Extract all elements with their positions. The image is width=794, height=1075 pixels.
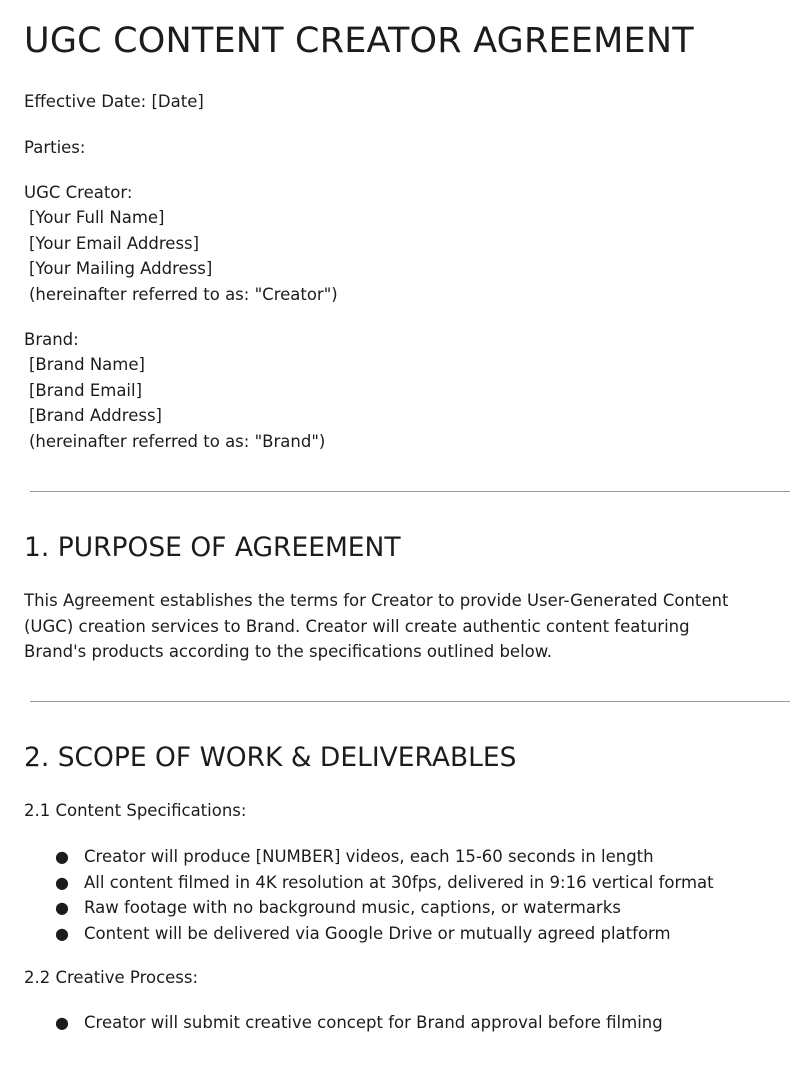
list-item-text: Creator will submit creative concept for Brand approval before filming [84,1013,663,1032]
brand-address: [Brand Address] [29,406,162,425]
creator-mailing-address: [Your Mailing Address] [29,259,213,278]
brand-label: Brand: [24,330,79,349]
bullet-icon: ● [55,923,69,943]
bullet-icon: ● [55,898,69,917]
list-item-text: Raw footage with no background music, captions, or watermarks [84,898,621,917]
effective-date: Effective Date: [Date] [24,92,204,111]
section-divider [30,491,790,492]
creator-label: UGC Creator: [24,183,133,202]
section-1-paragraph-line: (UGC) creation services to Brand. Creator will create authentic content featuring [24,617,690,636]
list-item-text: Creator will produce [NUMBER] videos, each 15-60 seconds in length [84,847,654,866]
bullet-icon: ● [55,847,69,866]
creator-reference: (hereinafter referred to as: "Creator") [29,285,338,304]
brand-reference: (hereinafter referred to as: "Brand") [29,432,326,451]
section-1-paragraph-line: Brand's products according to the specifications outlined below. [24,642,552,661]
creator-email: [Your Email Address] [29,234,200,253]
subsection-2-1-label: 2.1 Content Specifications: [24,801,247,820]
parties-label: Parties: [24,138,86,157]
section-2-heading: 2. SCOPE OF WORK & DELIVERABLES [24,742,517,773]
bullet-icon: ● [55,872,69,892]
list-item-text: Content will be delivered via Google Drive or mutually agreed platform [84,923,671,943]
section-1-paragraph-line: This Agreement establishes the terms for Creator to provide User-Generated Content [24,591,729,610]
section-1-heading: 1. PURPOSE OF AGREEMENT [24,532,401,563]
subsection-2-2-label: 2.2 Creative Process: [24,968,199,987]
section-divider [30,701,790,702]
bullet-icon: ● [55,1013,69,1032]
brand-email: [Brand Email] [29,381,143,400]
document-title: UGC CONTENT CREATOR AGREEMENT [24,21,694,61]
creator-full-name: [Your Full Name] [29,208,165,227]
list-item-text: All content filmed in 4K resolution at 30fps, delivered in 9:16 vertical format [84,872,714,892]
brand-name: [Brand Name] [29,355,145,374]
